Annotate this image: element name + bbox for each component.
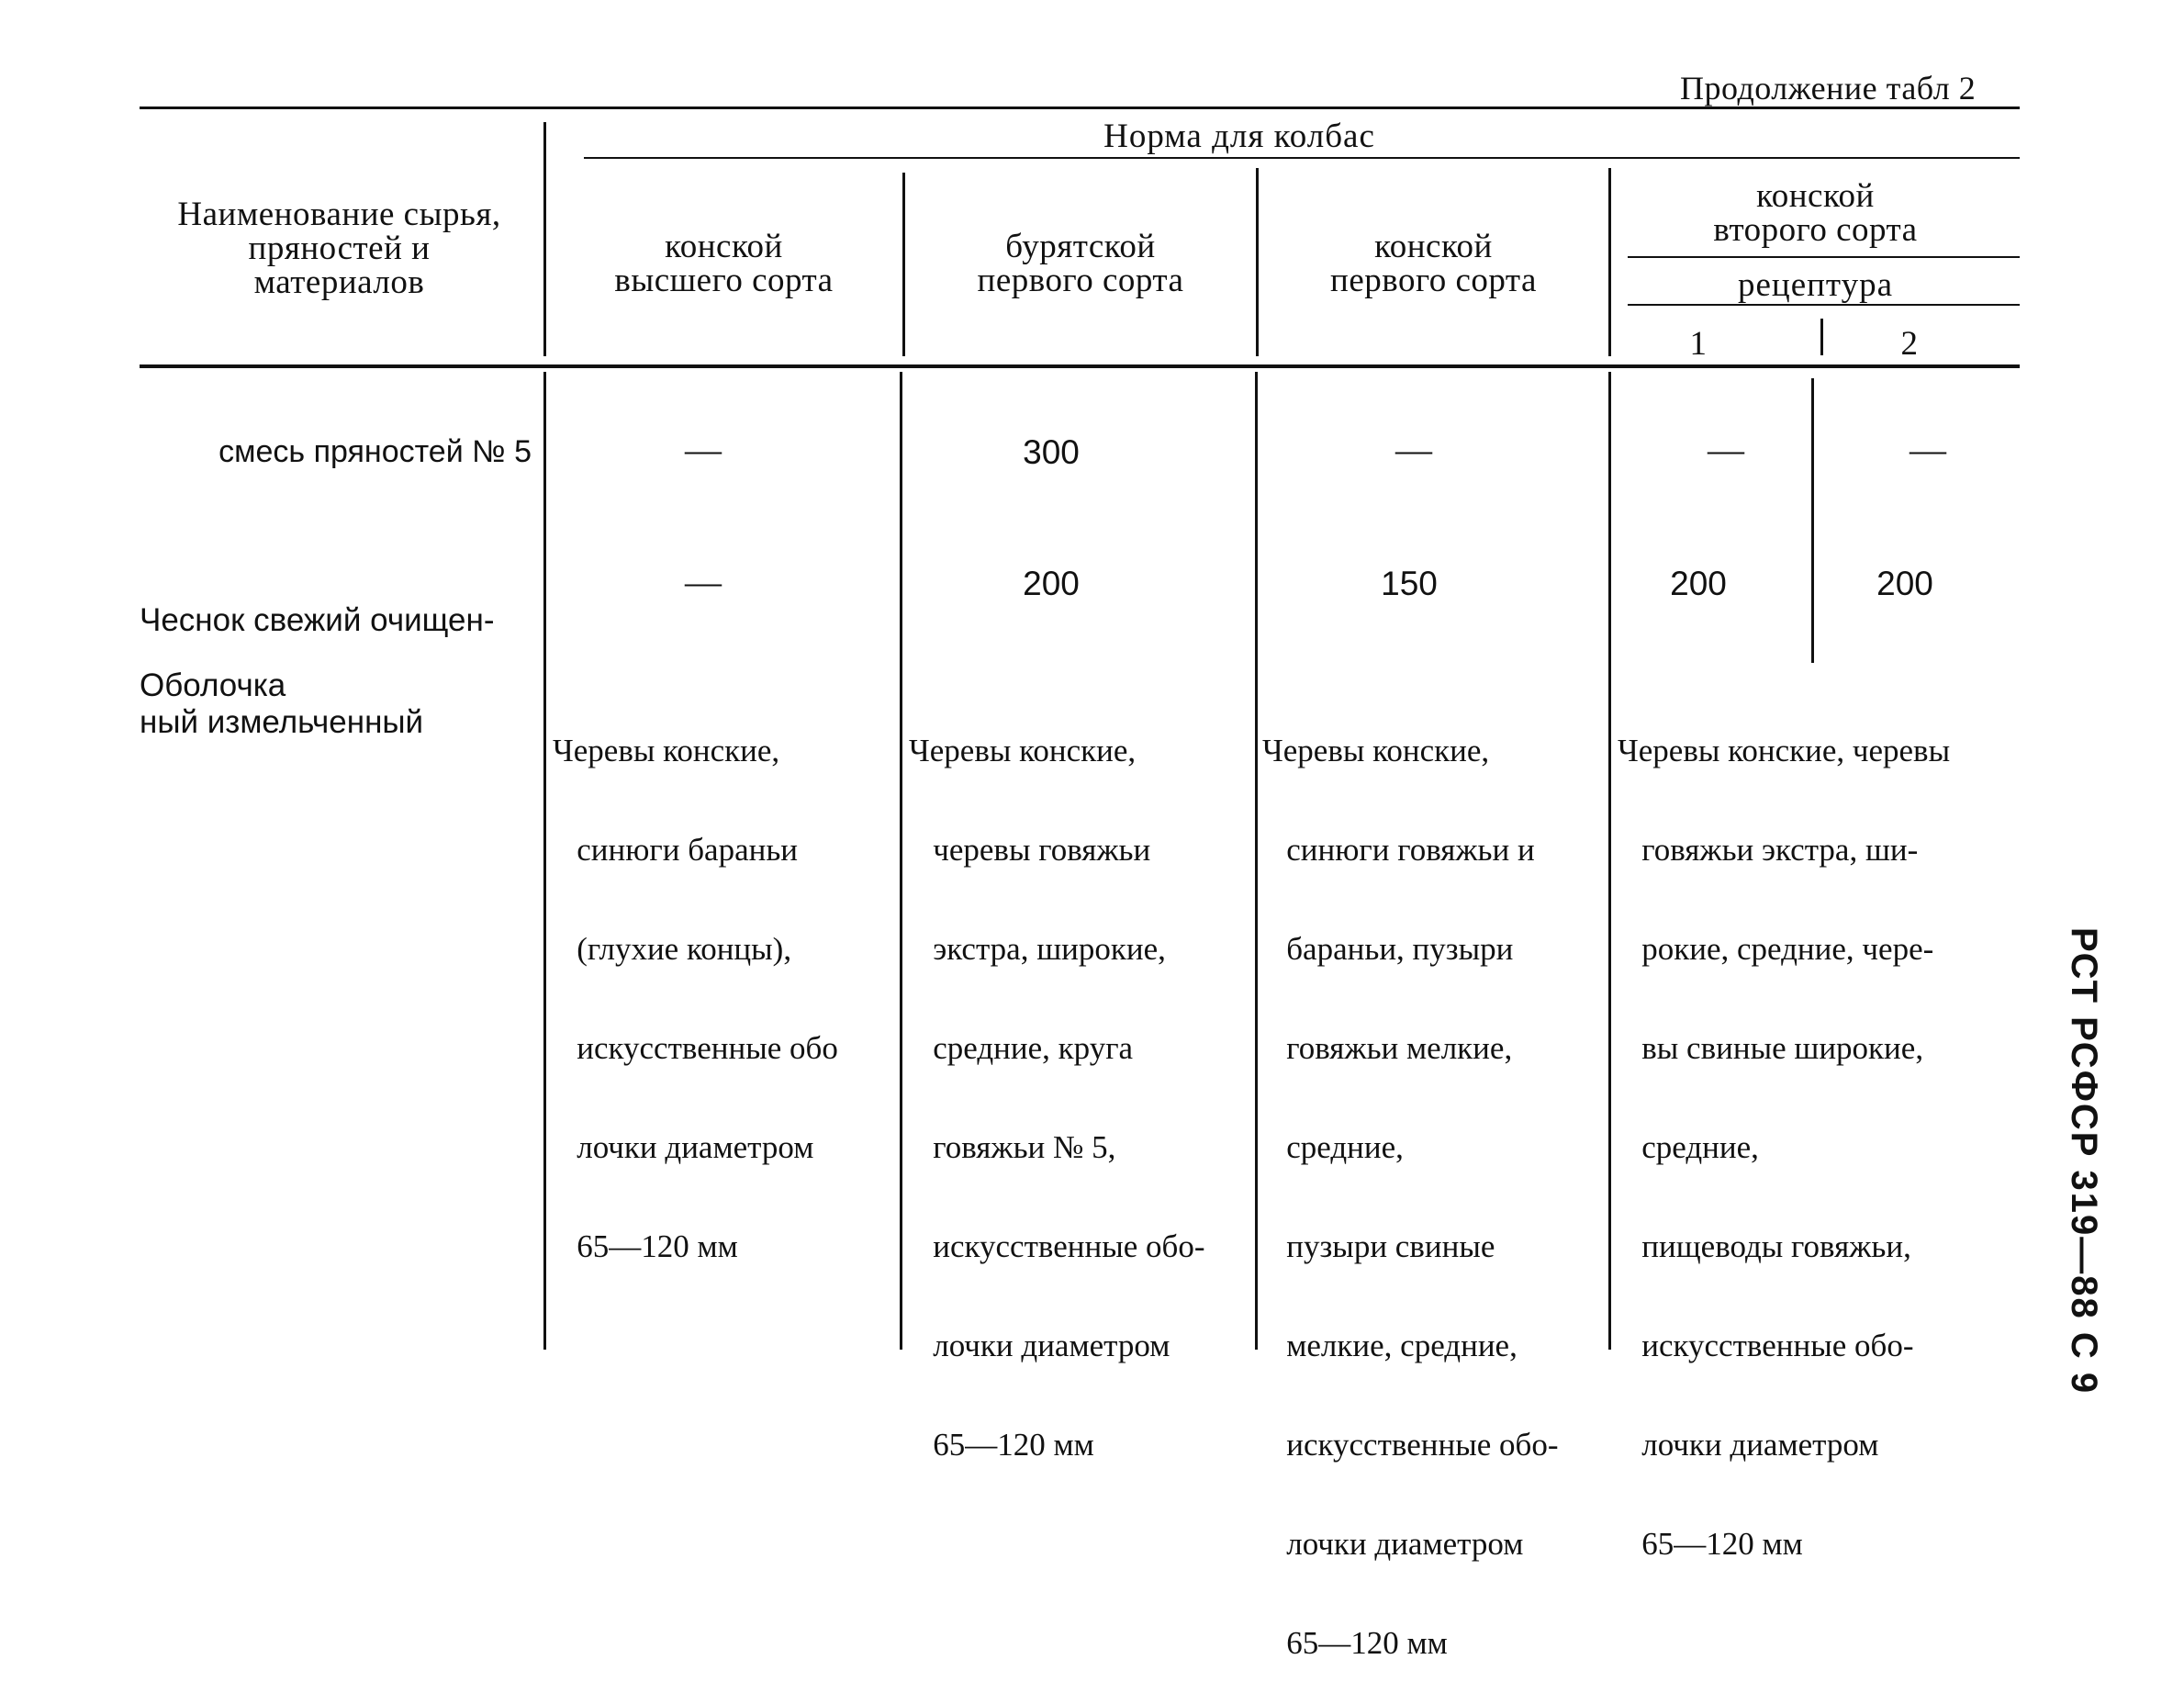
col-header-1 bbox=[548, 230, 900, 297]
casing-2-line: Черевы конские, bbox=[909, 733, 1137, 768]
col-divider-2-body bbox=[900, 372, 902, 1350]
col-header-3-line-1: конской bbox=[1374, 228, 1493, 265]
casing-3-line: лочки диаметром bbox=[1262, 1526, 1524, 1562]
recipe-subrule bbox=[1628, 304, 2020, 306]
col-header-4-line-2: второго сорта bbox=[1713, 211, 1918, 249]
casing-3-line: пузыри свиные bbox=[1262, 1228, 1495, 1264]
col-divider-1-body bbox=[543, 372, 546, 1350]
casing-cell-1 bbox=[553, 668, 838, 1296]
col-header-1-line-1: конской bbox=[665, 228, 783, 265]
casing-4-line: рокие, средние, чере- bbox=[1618, 931, 1934, 967]
row-name-casing: Оболочка bbox=[140, 667, 286, 703]
recipe-number-1: 1 bbox=[1689, 325, 1708, 363]
recipe-subheader: рецептура bbox=[1737, 266, 1894, 304]
col-header-main bbox=[140, 197, 539, 299]
casing-2-line: экстра, широкие, bbox=[909, 931, 1166, 967]
casing-cell-2 bbox=[909, 668, 1204, 1495]
casing-2-line: 65—120 мм bbox=[909, 1427, 1094, 1463]
header-bottom-rule bbox=[140, 364, 2020, 368]
row2-value-1: — bbox=[685, 561, 722, 602]
casing-4-line: пищеводы говяжьи, bbox=[1618, 1228, 1911, 1264]
standard-page-footer: РСТ РСФСР 319—88 С 9 bbox=[2064, 927, 2104, 1396]
recipe-divider-header bbox=[1820, 319, 1823, 355]
casing-3-line: средние, bbox=[1262, 1129, 1404, 1165]
casing-1-line: 65—120 мм bbox=[553, 1228, 738, 1264]
row-name-garlic-line-1: Чеснок свежий очищен- bbox=[140, 602, 495, 638]
casing-1-line: искусственные обо bbox=[553, 1030, 838, 1066]
casing-3-line: синюги говяжьи и bbox=[1262, 832, 1535, 868]
casing-3-line: искусственные обо- bbox=[1262, 1427, 1559, 1463]
casing-1-line: лочки диаметром bbox=[553, 1129, 814, 1165]
row-name-garlic-line-2: ный измельченный bbox=[140, 704, 424, 740]
casing-2-line: лочки диаметром bbox=[909, 1328, 1170, 1363]
casing-3-line: Черевы конские, bbox=[1262, 733, 1490, 768]
group-header: Норма для колбас bbox=[1103, 118, 1375, 155]
col-header-2-line-2: первого сорта bbox=[977, 262, 1184, 299]
casing-1-line: Черевы конские, bbox=[553, 733, 780, 768]
casing-2-line: средние, круга bbox=[909, 1030, 1134, 1066]
col-header-3-line-2: первого сорта bbox=[1330, 262, 1537, 299]
row1-value-2: 300 bbox=[1023, 433, 1080, 471]
row1-value-5: — bbox=[1910, 429, 1946, 470]
table-top-rule bbox=[140, 107, 2020, 109]
casing-4-line: 65—120 мм bbox=[1618, 1526, 1803, 1562]
casing-3-line: бараньи, пузыри bbox=[1262, 931, 1514, 967]
casing-4-line: говяжьи экстра, ши- bbox=[1618, 832, 1919, 868]
casing-1-line: (глухие концы), bbox=[553, 931, 792, 967]
casing-2-line: искусственные обо- bbox=[909, 1228, 1205, 1264]
casing-1-line: синюги бараньи bbox=[553, 832, 799, 868]
col-header-main-line-3: материалов bbox=[253, 263, 425, 301]
casing-4-line: лочки диаметром bbox=[1618, 1427, 1879, 1463]
casing-4-line: вы свиные широкие, bbox=[1618, 1030, 1924, 1066]
col-divider-1 bbox=[543, 122, 546, 356]
row1-value-4: — bbox=[1708, 429, 1744, 470]
row2-value-5: 200 bbox=[1876, 565, 1933, 602]
col-header-main-line-1: Наименование сырья, bbox=[177, 196, 501, 233]
casing-cell-3 bbox=[1262, 668, 1558, 1693]
row2-value-2: 200 bbox=[1023, 565, 1080, 602]
col-header-2 bbox=[905, 230, 1256, 297]
col-divider-4-body bbox=[1608, 372, 1611, 1350]
col-header-3 bbox=[1259, 230, 1608, 297]
row1-value-3: — bbox=[1395, 429, 1432, 470]
recipe-number-2: 2 bbox=[1900, 325, 1919, 363]
row-name-garlic bbox=[140, 535, 494, 773]
grade2-subrule bbox=[1628, 256, 2020, 258]
row2-value-4: 200 bbox=[1670, 565, 1727, 602]
row1-value-1: — bbox=[685, 429, 722, 470]
casing-4-line: средние, bbox=[1618, 1129, 1759, 1165]
table-continuation-label: Продолжение табл 2 bbox=[1680, 70, 1977, 107]
casing-2-line: черевы говяжьи bbox=[909, 832, 1151, 868]
casing-2-line: говяжьи № 5, bbox=[909, 1129, 1116, 1165]
casing-4-line: искусственные обо- bbox=[1618, 1328, 1914, 1363]
casing-3-line: 65—120 мм bbox=[1262, 1625, 1448, 1661]
row2-value-3: 150 bbox=[1381, 565, 1438, 602]
col-header-4-line-1: конской bbox=[1756, 177, 1875, 215]
col-divider-3-body bbox=[1255, 372, 1258, 1350]
col-header-main-line-2: пряностей и bbox=[248, 230, 431, 267]
row-name-spice-mix: смесь пряностей № 5 bbox=[218, 434, 532, 469]
recipe-divider-body bbox=[1811, 378, 1814, 663]
casing-3-line: мелкие, средние, bbox=[1262, 1328, 1518, 1363]
col-header-4 bbox=[1611, 179, 2020, 247]
casing-cell-4 bbox=[1618, 668, 1950, 1594]
casing-3-line: говяжьи мелкие, bbox=[1262, 1030, 1513, 1066]
col-header-2-line-1: бурятской bbox=[1005, 228, 1156, 265]
col-header-1-line-2: высшего сорта bbox=[614, 262, 834, 299]
casing-4-line: Черевы конские, черевы bbox=[1618, 733, 1951, 768]
group-header-rule bbox=[584, 157, 2020, 159]
